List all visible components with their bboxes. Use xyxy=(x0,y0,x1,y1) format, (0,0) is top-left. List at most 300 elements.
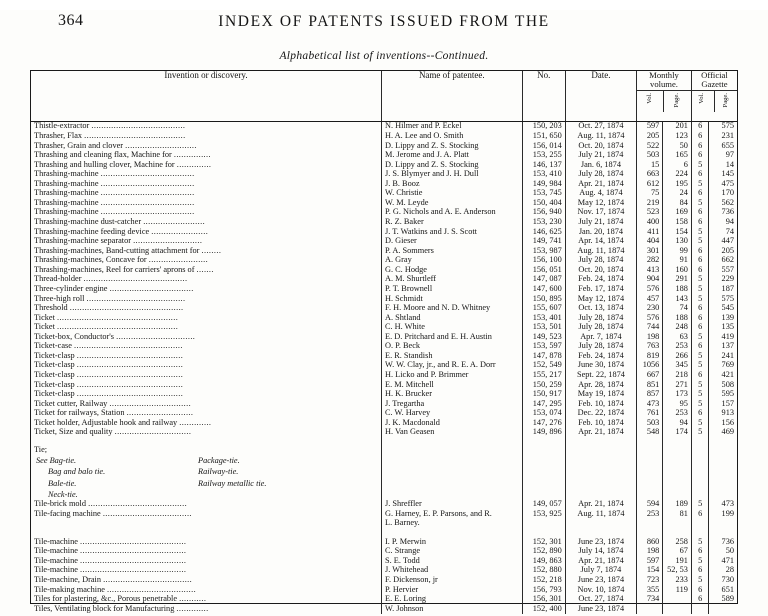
cell-mv-vol: 411 xyxy=(637,227,663,237)
cell-mv-page: 67 xyxy=(663,547,692,557)
cell-patentee: C. Strange xyxy=(382,547,523,557)
cell-patentee: J. T. Watkins and J. S. Scott xyxy=(382,227,523,237)
cell-number: 153, 255 xyxy=(522,151,565,161)
cell-og-vol: 6 xyxy=(691,189,708,199)
og-vol-subheader: Vol. xyxy=(692,91,715,112)
cell-og-page: 662 xyxy=(709,256,737,266)
cell-mv-page: 233 xyxy=(663,576,692,586)
cell-mv-page: 160 xyxy=(663,265,692,275)
see-also-item[interactable]: Railway metallic tie. xyxy=(198,478,267,488)
cell-patentee: N. Hilmer and P. Eckel xyxy=(382,122,523,132)
cell-invention: Thrashing-machine ...................................... xyxy=(31,199,382,209)
cell-mv-page: 50 xyxy=(663,141,692,151)
cell-number: 149, 057 xyxy=(522,500,565,510)
cell-mv-page: 169 xyxy=(663,208,692,218)
cell-date: Feb. 17, 1874 xyxy=(565,285,636,295)
cell-og-page: 419 xyxy=(709,332,737,342)
cell-number: 153, 501 xyxy=(522,323,565,333)
cell-og-page: 589 xyxy=(709,595,737,605)
col-header-monthly-volume xyxy=(637,71,692,122)
cell-patentee: E. M. Mitchell xyxy=(382,380,523,390)
cell-og-vol: 6 xyxy=(691,509,708,519)
cell-patentee: O. P. Beck xyxy=(382,342,523,352)
cell-mv-page: 188 xyxy=(663,313,692,323)
mv-vol-subheader: Vol. xyxy=(637,91,664,112)
cell-mv-page: 189 xyxy=(663,500,692,510)
cell-og-page: 205 xyxy=(709,246,737,256)
cell-mv-vol: 230 xyxy=(637,304,663,314)
cell-invention: Ticket ................................................. xyxy=(31,313,382,323)
cell-mv-vol: 413 xyxy=(637,265,663,275)
cell-number: 156, 940 xyxy=(522,208,565,218)
cell-mv-page: 253 xyxy=(663,342,692,352)
cell-date: Oct. 20, 1874 xyxy=(565,141,636,151)
cell-og-page: 14 xyxy=(709,160,737,170)
cell-number: 150, 917 xyxy=(522,390,565,400)
cell-og-vol: 5 xyxy=(691,380,708,390)
cell-number: 149, 523 xyxy=(522,332,565,342)
cell-number: 149, 863 xyxy=(522,556,565,566)
cell-mv-page: 63 xyxy=(663,332,692,342)
cell-date: June 23, 1874 xyxy=(565,537,636,547)
cell-number: 147, 600 xyxy=(522,285,565,295)
cell-invention: Ticket, Size and quality ............................... xyxy=(31,428,382,438)
cell-mv-page: 154 xyxy=(663,227,692,237)
cell-invention: Thrashing-machine feeding device ....................... xyxy=(31,227,382,237)
cell-og-page: 50 xyxy=(709,547,737,557)
cell-date: Apr. 21, 1874 xyxy=(565,556,636,566)
cell-number: 150, 895 xyxy=(522,294,565,304)
cell-patentee: J. Shreffler xyxy=(382,500,523,510)
cell-og-page: 545 xyxy=(709,304,737,314)
col-header-official-gazette xyxy=(691,71,737,122)
cell-mv-vol: 734 xyxy=(637,595,663,605)
cell-mv-vol: 522 xyxy=(637,141,663,151)
cell-mv-page: 123 xyxy=(663,132,692,142)
cell-og-vol: 5 xyxy=(691,275,708,285)
cell-date: Oct. 27, 1874 xyxy=(565,595,636,605)
cell-invention: Thrashing-machines, Band-cutting attachment for ........ xyxy=(31,246,382,256)
cell-mv-page: 119 xyxy=(663,585,692,595)
cell-date: July 28, 1874 xyxy=(565,170,636,180)
cell-date: Feb. 24, 1874 xyxy=(565,275,636,285)
cell-og-vol: 6 xyxy=(691,409,708,419)
cell-mv-page: 165 xyxy=(663,151,692,161)
cell-date: June 23, 1874 xyxy=(565,576,636,586)
cell-mv-vol: 198 xyxy=(637,547,663,557)
cell-mv-vol: 819 xyxy=(637,352,663,362)
cell-og-page: 575 xyxy=(709,294,737,304)
cell-mv-vol: 473 xyxy=(637,399,663,409)
cell-og-vol: 6 xyxy=(691,585,708,595)
cell-og-page: 139 xyxy=(709,313,737,323)
cell-number: 147, 276 xyxy=(522,418,565,428)
cell-mv-vol: 301 xyxy=(637,246,663,256)
cell-patentee: P. A. Sommers xyxy=(382,246,523,256)
running-head: INDEX OF PATENTS ISSUED FROM THE xyxy=(218,13,550,30)
cell-og-vol: 6 xyxy=(691,170,708,180)
cell-date xyxy=(565,519,636,529)
cell-mv-page: 81 xyxy=(663,509,692,519)
cell-date: Nov. 17, 1874 xyxy=(565,208,636,218)
cell-patentee: A. M. Shurtleff xyxy=(382,275,523,285)
col-header-patentee: Name of patentee. xyxy=(382,71,523,122)
cell-og-page: 508 xyxy=(709,380,737,390)
cell-mv-vol: 198 xyxy=(637,332,663,342)
row-spacer xyxy=(31,438,737,447)
cell-invention: Tile-machine ........................................... xyxy=(31,537,382,547)
cell-mv-vol: 503 xyxy=(637,418,663,428)
cell-mv-vol: 205 xyxy=(637,132,663,142)
cell-mv-page: 253 xyxy=(663,409,692,419)
cell-patentee: H. A. Lee and O. Smith xyxy=(382,132,523,142)
cell-mv-page: 218 xyxy=(663,371,692,381)
cell-og-vol: 6 xyxy=(691,566,708,576)
cell-mv-vol: 597 xyxy=(637,556,663,566)
cell-mv-vol: 75 xyxy=(637,189,663,199)
see-also-item[interactable]: Bag and balo tie. xyxy=(48,467,106,477)
cell-og-vol: 5 xyxy=(691,199,708,209)
og-page-subheader: Page. xyxy=(721,93,729,108)
cell-number: 152, 549 xyxy=(522,361,565,371)
cell-og-vol: 5 xyxy=(691,237,708,247)
cell-number: 149, 896 xyxy=(522,428,565,438)
cell-og-page: 469 xyxy=(709,428,737,438)
cell-mv-page: 191 xyxy=(663,556,692,566)
cell-mv-vol: 857 xyxy=(637,390,663,400)
cell-number: 153, 074 xyxy=(522,409,565,419)
cell-invention: Thrashing-machine dust-catcher ......................... xyxy=(31,218,382,228)
cell-mv-vol: 1056 xyxy=(637,361,663,371)
cell-og-page: 575 xyxy=(709,122,737,132)
cell-patentee: G. Harney, E. P. Parsons, and R. xyxy=(382,509,523,519)
section-subhead: Alphabetical list of inventions--Continued. xyxy=(279,50,489,62)
cell-patentee: I. P. Merwin xyxy=(382,537,523,547)
cell-invention: Ticket for railways, Station ........................... xyxy=(31,409,382,419)
cell-mv-vol: 355 xyxy=(637,585,663,595)
cell-number xyxy=(522,519,565,529)
cell-date: Feb. 24, 1874 xyxy=(565,352,636,362)
cell-mv-page: 91 xyxy=(663,256,692,266)
table-body xyxy=(31,122,737,614)
cell-og-page: 562 xyxy=(709,199,737,209)
cell-date: Apr. 28, 1874 xyxy=(565,380,636,390)
cell-patentee: P. Hervier xyxy=(382,585,523,595)
cell-og-vol: 5 xyxy=(691,361,708,371)
cell-date: June 30, 1874 xyxy=(565,361,636,371)
cell-og-page: 769 xyxy=(709,361,737,371)
cell-invention: Ticket cutter, Railway ................................. xyxy=(31,399,382,409)
cell-invention: Ticket-box, Conductor's ................................ xyxy=(31,332,382,342)
cell-number: 153, 745 xyxy=(522,189,565,199)
cell-og-page: 97 xyxy=(709,151,737,161)
cell-og-vol: 5 xyxy=(691,332,708,342)
cell-og-page: 187 xyxy=(709,285,737,295)
cell-patentee: W. M. Leyde xyxy=(382,199,523,209)
cell-invention: Thrasher, Flax ......................................... xyxy=(31,132,382,142)
cell-mv-page: 6 xyxy=(663,160,692,170)
see-also-item[interactable]: Package-tie. xyxy=(198,456,240,466)
cell-og-page xyxy=(709,604,737,614)
cell-patentee: J. Tregartha xyxy=(382,399,523,409)
cell-patentee: J. B. Booz xyxy=(382,179,523,189)
cell-number: 156, 051 xyxy=(522,265,565,275)
cell-patentee: E. R. Standish xyxy=(382,352,523,362)
cell-mv-vol: 761 xyxy=(637,409,663,419)
cell-patentee: H. K. Brucker xyxy=(382,390,523,400)
cell-mv-vol: 744 xyxy=(637,323,663,333)
cell-patentee: H. Licko and P. Brimmer xyxy=(382,371,523,381)
cell-og-page: 651 xyxy=(709,585,737,595)
cell-invention: Thrashing-machines, Reel for carriers' aprons of ....... xyxy=(31,265,382,275)
cell-number: 147, 295 xyxy=(522,399,565,409)
cell-mv-vol: 404 xyxy=(637,237,663,247)
cell-invention: Ticket-clasp ........................................... xyxy=(31,380,382,390)
cell-mv-page: 158 xyxy=(663,218,692,228)
cell-patentee: F. Dickenson, jr xyxy=(382,576,523,586)
cell-patentee: W. Christie xyxy=(382,189,523,199)
see-also-block xyxy=(31,446,737,500)
cell-mv-vol: 400 xyxy=(637,218,663,228)
cell-mv-vol: 253 xyxy=(637,509,663,519)
cell-date: July 28, 1874 xyxy=(565,342,636,352)
cell-invention: Thrashing-machine ...................................... xyxy=(31,208,382,218)
cell-mv-page: 174 xyxy=(663,428,692,438)
cell-date: July 28, 1874 xyxy=(565,323,636,333)
cell-mv-page xyxy=(663,595,692,605)
cell-mv-vol: 594 xyxy=(637,500,663,510)
cell-invention: Thrashing-machine ...................................... xyxy=(31,179,382,189)
col-header-date: Date. xyxy=(565,71,636,122)
cell-mv-vol: 548 xyxy=(637,428,663,438)
cell-patentee: H. Van Geasen xyxy=(382,428,523,438)
cell-mv-page: 224 xyxy=(663,170,692,180)
cell-og-vol: 6 xyxy=(691,342,708,352)
cell-invention: Ticket-clasp ........................................... xyxy=(31,371,382,381)
cell-og-page: 135 xyxy=(709,323,737,333)
see-also-item[interactable]: Railway-tie. xyxy=(198,467,239,477)
page-header xyxy=(28,10,740,40)
cell-patentee: W. Johnson xyxy=(382,604,523,614)
cell-date: May 12, 1874 xyxy=(565,294,636,304)
cell-mv-page: 345 xyxy=(663,361,692,371)
cell-og-vol: 6 xyxy=(691,265,708,275)
cell-mv-vol: 763 xyxy=(637,342,663,352)
cell-patentee: E. D. Pritchard and E. H. Austin xyxy=(382,332,523,342)
cell-patentee: C. H. White xyxy=(382,323,523,333)
cell-og-page: 421 xyxy=(709,371,737,381)
official-gazette-label: Official Gazette xyxy=(692,71,737,91)
cell-number: 156, 100 xyxy=(522,256,565,266)
cell-patentee: F. H. Moore and N. D. Whitney xyxy=(382,304,523,314)
cell-invention: Thistle-extractor ...................................... xyxy=(31,122,382,132)
cell-og-vol: 5 xyxy=(691,537,708,547)
cell-og-vol: 5 xyxy=(691,576,708,586)
cell-mv-page: 271 xyxy=(663,380,692,390)
cell-og-vol: 6 xyxy=(691,132,708,142)
cell-invention xyxy=(31,519,382,529)
cell-date: May 12, 1874 xyxy=(565,199,636,209)
cell-og-page: 913 xyxy=(709,409,737,419)
cell-og-vol: 5 xyxy=(691,390,708,400)
cell-og-vol: 5 xyxy=(691,227,708,237)
cell-date: Jan. 6, 1874 xyxy=(565,160,636,170)
cell-patentee: D. Lippy and Z. S. Stocking xyxy=(382,141,523,151)
cell-og-vol: 5 xyxy=(691,285,708,295)
cell-og-vol: 5 xyxy=(691,418,708,428)
cell-og-page: 475 xyxy=(709,179,737,189)
cell-number: 152, 890 xyxy=(522,547,565,557)
see-also-item[interactable]: Bale-tie. xyxy=(48,478,77,488)
cell-patentee: A. Gray xyxy=(382,256,523,266)
cell-invention: Ticket-case ............................................ xyxy=(31,342,382,352)
cell-number: 146, 625 xyxy=(522,227,565,237)
cell-patentee: R. Z. Baker xyxy=(382,218,523,228)
cell-invention: Ticket ................................................. xyxy=(31,323,382,333)
cell-og-page: 736 xyxy=(709,208,737,218)
cell-invention: Thrashing-machine ...................................... xyxy=(31,170,382,180)
cell-mv-page: 52, 53 xyxy=(663,566,692,576)
cell-date: May 19, 1874 xyxy=(565,390,636,400)
cell-og-page: 557 xyxy=(709,265,737,275)
col-header-no: No. xyxy=(522,71,565,122)
cell-invention: Tile-making machine .................................... xyxy=(31,585,382,595)
see-also-list xyxy=(34,455,378,500)
cell-mv-vol: 457 xyxy=(637,294,663,304)
cell-date: Aug. 11, 1874 xyxy=(565,246,636,256)
cell-patentee: W. W. Clay, jr., and R. E. A. Dorr xyxy=(382,361,523,371)
cell-number: 156, 793 xyxy=(522,585,565,595)
cell-invention: Threshold .............................................. xyxy=(31,304,382,314)
document-page xyxy=(0,10,768,616)
cell-mv-page: 24 xyxy=(663,189,692,199)
cell-number: 150, 404 xyxy=(522,199,565,209)
cell-patentee: S. E. Todd xyxy=(382,556,523,566)
cell-mv-vol: 851 xyxy=(637,380,663,390)
cell-invention: Thrashing-machine separator ............................ xyxy=(31,237,382,247)
cell-invention: Thrashing-machines, Concave for ........................ xyxy=(31,256,382,266)
cell-invention: Tile-brick mold ........................................ xyxy=(31,500,382,510)
cell-invention: Thrashing and hulling clover, Machine for .............. xyxy=(31,160,382,170)
cell-mv-vol: 612 xyxy=(637,179,663,189)
index-table-wrapper xyxy=(30,70,738,613)
cell-date: July 28, 1874 xyxy=(565,313,636,323)
cell-og-page: 145 xyxy=(709,170,737,180)
cell-date: July 21, 1874 xyxy=(565,151,636,161)
cell-og-page: 137 xyxy=(709,342,737,352)
cell-og-vol: 6 xyxy=(691,547,708,557)
cell-og-page: 241 xyxy=(709,352,737,362)
cell-invention: Tiles for plastering, &c., Porous penetrable ........... xyxy=(31,595,382,605)
cell-og-vol xyxy=(691,604,708,614)
cell-og-page: 157 xyxy=(709,399,737,409)
cell-mv-page: 99 xyxy=(663,246,692,256)
cell-og-page: 156 xyxy=(709,418,737,428)
cell-patentee: J. Whitehead xyxy=(382,566,523,576)
cell-invention: Thrashing-machine ...................................... xyxy=(31,189,382,199)
cell-mv-page: 84 xyxy=(663,199,692,209)
cell-patentee: E. E. Loring xyxy=(382,595,523,605)
cell-number: 152, 301 xyxy=(522,537,565,547)
table-row xyxy=(31,428,737,438)
cell-invention: Thrasher, Grain and clover ............................. xyxy=(31,141,382,151)
cell-number: 155, 607 xyxy=(522,304,565,314)
cell-patentee: D. Gieser xyxy=(382,237,523,247)
index-table xyxy=(31,71,737,614)
cell-number: 152, 880 xyxy=(522,566,565,576)
cell-mv-vol: 523 xyxy=(637,208,663,218)
cell-mv-page: 94 xyxy=(663,418,692,428)
cell-og-page: 730 xyxy=(709,576,737,586)
see-also-column-right xyxy=(198,455,378,500)
cell-invention: Three-high roll ........................................ xyxy=(31,294,382,304)
cell-number: 156, 301 xyxy=(522,595,565,605)
cell-date: July 14, 1874 xyxy=(565,547,636,557)
page-number: 364 xyxy=(58,12,84,29)
cell-patentee: C. W. Harvey xyxy=(382,409,523,419)
cell-mv-page: 266 xyxy=(663,352,692,362)
cell-patentee: J. K. Macdonald xyxy=(382,418,523,428)
see-also-heading: Tie; xyxy=(34,445,48,455)
cell-mv-vol: 723 xyxy=(637,576,663,586)
cell-date: Apr. 14, 1874 xyxy=(565,237,636,247)
cell-og-vol: 6 xyxy=(691,246,708,256)
cell-number: 153, 925 xyxy=(522,509,565,519)
cell-invention: Tiles, Ventilating block for Manufacturing ............. xyxy=(31,604,382,614)
cell-og-vol: 5 xyxy=(691,179,708,189)
cell-date: Oct. 27, 1874 xyxy=(565,122,636,132)
cell-date: Oct. 20, 1874 xyxy=(565,265,636,275)
cell-mv-vol: 597 xyxy=(637,122,663,132)
cell-invention: Ticket-clasp ........................................... xyxy=(31,361,382,371)
cell-og-page: 736 xyxy=(709,537,737,547)
cell-mv-vol: 282 xyxy=(637,256,663,266)
cell-patentee: A. Shtland xyxy=(382,313,523,323)
table-row xyxy=(31,509,737,519)
cell-invention: Ticket holder, Adjustable hook and railway ............. xyxy=(31,418,382,428)
cell-mv-page: 195 xyxy=(663,179,692,189)
cell-date: Dec. 22, 1874 xyxy=(565,409,636,419)
cell-number: 149, 984 xyxy=(522,179,565,189)
cell-og-vol: 6 xyxy=(691,218,708,228)
see-also-item[interactable]: Neck-tie. xyxy=(48,489,78,499)
cell-date: June 23, 1874 xyxy=(565,604,636,614)
cell-date: Apr. 21, 1874 xyxy=(565,428,636,438)
cell-date: July 28, 1874 xyxy=(565,256,636,266)
cell-og-vol: 6 xyxy=(691,304,708,314)
cell-date: Nov. 10, 1874 xyxy=(565,585,636,595)
cell-og-vol: 5 xyxy=(691,428,708,438)
cell-og-page: 199 xyxy=(709,509,737,519)
cell-number: 152, 400 xyxy=(522,604,565,614)
cell-date: Jan. 20, 1874 xyxy=(565,227,636,237)
cell-og-page: 170 xyxy=(709,189,737,199)
cell-mv-page: 258 xyxy=(663,537,692,547)
cell-date: Apr. 21, 1874 xyxy=(565,500,636,510)
cell-number: 153, 597 xyxy=(522,342,565,352)
see-also-item[interactable]: See Bag-tie. xyxy=(36,456,77,466)
cell-patentee: M. Jerome and J. A. Platt xyxy=(382,151,523,161)
cell-mv-vol: 663 xyxy=(637,170,663,180)
cell-invention: Ticket-clasp ........................................... xyxy=(31,390,382,400)
cell-mv-vol: 154 xyxy=(637,566,663,576)
cell-number: 153, 230 xyxy=(522,218,565,228)
col-header-invention: Invention or discovery. xyxy=(31,71,382,122)
cell-number: 152, 218 xyxy=(522,576,565,586)
cell-patentee: J. S. Blymyer and J. H. Dull xyxy=(382,170,523,180)
cell-date: Aug. 11, 1874 xyxy=(565,509,636,519)
cell-mv-page: 291 xyxy=(663,275,692,285)
